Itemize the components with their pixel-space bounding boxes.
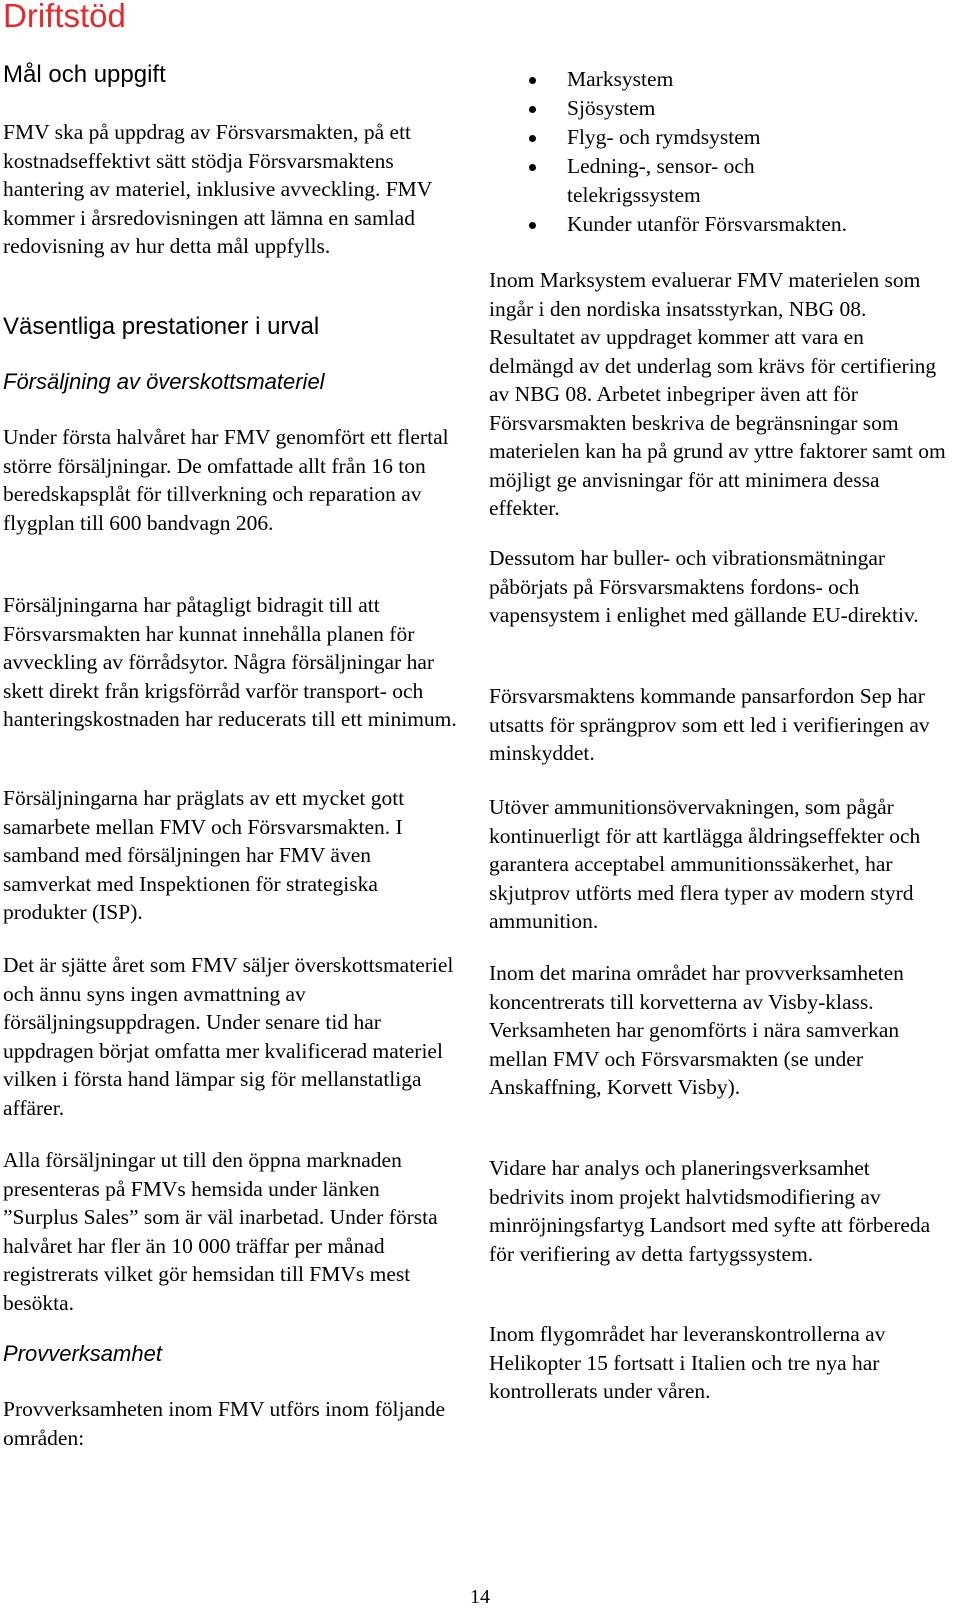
paragraph-landsort: Vidare har analys och planeringsverksamhet bedrivits inom projekt halvtidsmodifiering av minröjningsfartyg Landsort med syfte att förbereda för verifiering av detta fartygssystem.	[489, 1156, 931, 1266]
paragraph-flyg: Inom flygområdet har leveranskontrollerna av Helikopter 15 fortsatt i Italien och tre nya har kontrollerats under våren.	[489, 1322, 886, 1403]
page-title: Driftstöd	[3, 0, 126, 34]
list-item: Ledning-, sensor- och telekrigssystem	[489, 152, 947, 210]
paragraph-forsaljning-3: Försäljningarna har präglats av ett mycket gott samarbete mellan FMV och Försvarsmakten. I samband med försäljningen har FMV även samverkat med Inspektionen för strategiska produkter (ISP).	[3, 786, 405, 924]
provomraden-list	[489, 65, 947, 239]
heading-forsaljning: Försäljning av överskottsmateriel	[3, 369, 325, 394]
paragraph-pansarfordon: Försvarsmaktens kommande pansarfordon Sep har utsatts för sprängprov som ett led i verifieringen av minskyddet.	[489, 684, 930, 765]
paragraph-forsaljning-2: Försäljningarna har påtagligt bidragit till att Försvarsmakten har kunnat innehålla planen för avveckling av förrådsytor. Några försäljningar har skett direkt från krigsförråd varför transport- och hanteringskostnaden har reducerats till ett minimum.	[3, 593, 457, 731]
paragraph-marina: Inom det marina området har provverksamheten koncentrerats till korvetterna av Visby-klass. Verksamheten har genomförts i nära samverkan mellan FMV och Försvarsmakten (se under Anskaffning, Korvett Visby).	[489, 961, 904, 1099]
bullet-icon	[529, 106, 536, 113]
page-number: 14	[470, 1586, 490, 1608]
bullet-icon	[529, 164, 536, 171]
paragraph-forsaljning-1: Under första halvåret har FMV genomfört ett flertal större försäljningar. De omfattade allt från 16 ton beredskapsplåt för tillverkning och reparation av flygplan till 600 bandvagn 206.	[3, 425, 449, 535]
paragraph-provverksamhet: Provverksamheten inom FMV utförs inom följande områden:	[3, 1397, 446, 1450]
list-item: Sjösystem	[489, 94, 947, 123]
paragraph-marksystem: Inom Marksystem evaluerar FMV materielen som ingår i den nordiska insatsstyrkan, NBG 08. Resultatet av uppdraget kommer att vara en delmängd av det underlag som krävs för certifiering av NBG 08. Arbetet inbegriper även att för Försvarsmakten beskriva de begränsningar som materielen kan ha på grund av yttre faktorer samt om möjligt ge anvisningar för att minimera dessa effekter.	[489, 268, 946, 520]
heading-provverksamhet: Provverksamhet	[3, 1341, 162, 1366]
bullet-icon	[529, 135, 536, 142]
paragraph-forsaljning-4: Det är sjätte året som FMV säljer överskottsmateriel och ännu syns ingen avmattning av försäljningsuppdragen. Under senare tid har uppdragen börjat omfatta mer kvalificerad materiel vilken i första hand lämpar sig för mellanstatliga affärer.	[3, 953, 454, 1120]
paragraph-mal: FMV ska på uppdrag av Försvarsmakten, på ett kostnadseffektivt sätt stödja Försvarsmaktens hantering av materiel, inklusive avveckling. FMV kommer i årsredovisningen att lämna en samlad redovisning av hur detta mål uppfylls.	[3, 120, 432, 258]
list-item: Flyg- och rymdsystem	[489, 123, 947, 152]
heading-mal-och-uppgift: Mål och uppgift	[3, 61, 166, 88]
list-item: Marksystem	[489, 65, 947, 94]
heading-vasentliga-prestationer: Väsentliga prestationer i urval	[3, 313, 320, 340]
paragraph-buller: Dessutom har buller- och vibrationsmätningar påbörjats på Försvarsmaktens fordons- och vapensystem i enlighet med gällande EU-direktiv.	[489, 546, 919, 627]
bullet-icon	[529, 222, 536, 229]
list-item: Kunder utanför Försvarsmakten.	[489, 210, 947, 239]
paragraph-forsaljning-5: Alla försäljningar ut till den öppna marknaden presenteras på FMVs hemsida under länken ”Surplus Sales” som är väl inarbetad. Under första halvåret har fler än 10 000 träffar per månad registrerats vilket gör hemsidan till FMVs mest besökta.	[3, 1148, 438, 1315]
paragraph-ammunition: Utöver ammunitionsövervakningen, som pågår kontinuerligt för att kartlägga åldringseffekter och garantera acceptabel ammunitionssäkerhet, har skjutprov utförts med flera typer av modern styrd ammunition.	[489, 795, 921, 933]
bullet-icon	[529, 77, 536, 84]
